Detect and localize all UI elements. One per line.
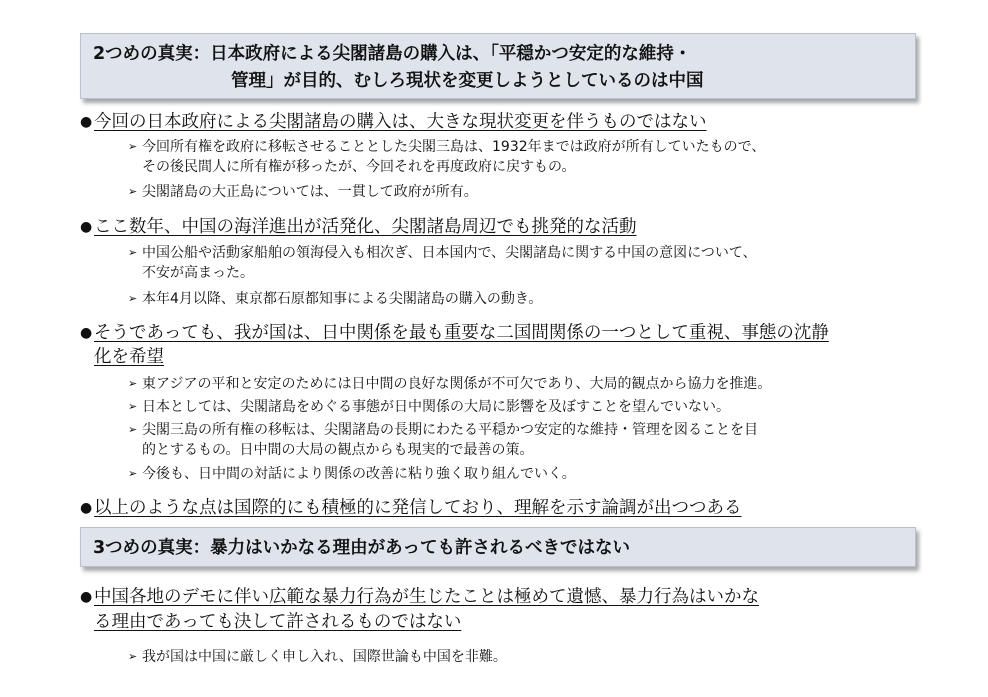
sub-text: 尖閣三島の所有権の移転は、尖閣諸島の長期にわたる平穏かつ安定的な維持・管理を図ることを目 [142,422,758,438]
bullet-2 [80,214,637,240]
arrow-icon: ➢ [128,246,138,259]
sub-text-cont: その後民間人に所有権が移ったが、今回それを再度政府に戻すもの。 [142,159,576,175]
section2-header [80,33,916,99]
bullet-text: る理由であっても決して許されるものではない [94,612,462,632]
bullet-1 [80,109,707,135]
arrow-icon: ➢ [128,650,138,663]
sub-text: 中国公船や活動家船舶の領海侵入も相次ぎ、日本国内で、尖閣諸島に関する中国の意図について、 [142,245,757,261]
sub-text: 我が国は中国に厳しく申し入れ、国際世論も中国を非難。 [142,649,507,665]
sub-text: 日本としては、尖閣諸島をめぐる事態が日中関係の大局に影響を及ぼすことを望んでいない。 [142,399,730,415]
arrow-icon: ➢ [128,185,138,198]
arrow-icon: ➢ [128,423,138,436]
bullet-dot-icon: ● [80,500,93,516]
bullet-3-cont [94,344,164,370]
section3-header [80,527,916,567]
bullet-text: 化を希望 [94,347,164,367]
sub-text: 今回所有権を政府に移転させることとした尖閣三島は、1932年までは政府が所有していたもので、 [142,139,766,155]
arrow-icon: ➢ [128,377,138,390]
bullet-5-cont [94,609,461,635]
sub-text: 本年4月以降、東京都石原都知事による尖閣諸島の購入の動き。 [142,291,543,307]
sub-text-cont: 不安が高まった。 [142,265,254,281]
sub-text: 東アジアの平和と安定のためには日中間の良好な関係が不可欠であり、大局的観点から協力を推進。 [142,376,772,392]
bullet-text: 以上のような点は国際的にも積極的に発信しており、理解を示す論調が出つつある [94,498,742,518]
bullet-dot-icon: ● [80,589,93,605]
sub-item [128,419,758,441]
bullet-text: そうであっても、我が国は、日中関係を最も重要な二国間関係の一つとして重視、事態の沈静 [94,323,829,343]
arrow-icon: ➢ [128,467,138,480]
bullet-dot-icon: ● [80,114,93,130]
sub-item [128,463,576,485]
sub-text: 尖閣諸島の大正島については、一貫して政府が所有。 [142,184,478,200]
bullet-3 [80,320,829,346]
bullet-text: 中国各地のデモに伴い広範な暴力行為が生じたことは極めて遺憾、暴力行為はいかな [94,587,759,607]
sub-item [128,136,765,158]
sub-text: 今後も、日中間の対話により関係の改善に粘り強く取り組んでいく。 [142,466,576,482]
bullet-text: 今回の日本政府による尖閣諸島の購入は、大きな現状変更を伴うものではない [94,112,707,132]
arrow-icon: ➢ [128,140,138,153]
bullet-dot-icon: ● [80,325,93,341]
arrow-icon: ➢ [128,400,138,413]
bullet-dot-icon: ● [80,219,93,235]
sub-item [128,373,771,395]
bullet-4 [80,495,742,521]
sub-item [128,396,730,418]
sub-item [128,288,542,310]
sub-item [128,646,507,668]
sub-item [128,181,478,203]
arrow-icon: ➢ [128,292,138,305]
sub-text-cont: 的とするもの。日中間の大局の観点からも現実的で最善の策。 [142,442,534,458]
section2-title-line2: 管理」が目的、むしろ現状を変更しようとしているのは中国 [231,71,704,91]
bullet-5 [80,584,759,610]
sub-item [128,242,757,264]
section2-title-line1: 2つめの真実：日本政府による尖閣諸島の購入は、「平穏かつ安定的な維持・ [93,44,692,64]
bullet-text: ここ数年、中国の海洋進出が活発化、尖閣諸島周辺でも挑発的な活動 [94,217,637,237]
section3-title: 3つめの真実：暴力はいかなる理由があっても許されるべきではない [93,538,630,558]
